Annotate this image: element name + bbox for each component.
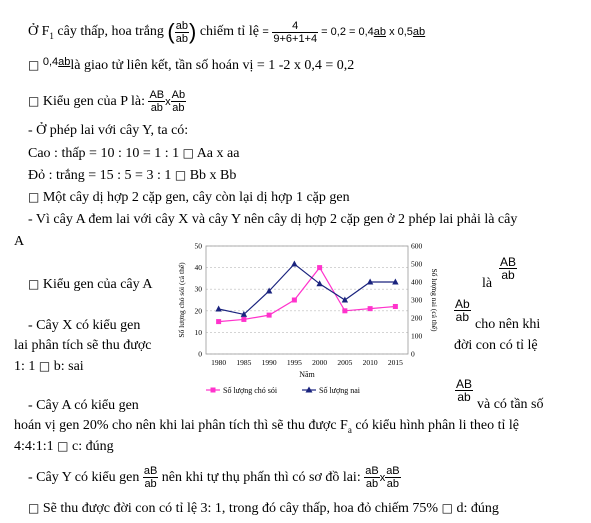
right-paren: )	[189, 19, 197, 44]
line-12: lai phân tích sẽ thu được	[14, 338, 152, 353]
arrow-box-icon: □	[174, 168, 187, 182]
line6-text: Đỏ : trắng = 15 : 5 = 3 : 1	[28, 168, 175, 183]
rhs-ab-2: ab	[412, 26, 426, 39]
arrow-box-icon: □	[28, 277, 40, 291]
line-10	[28, 276, 152, 293]
data-point-wolf	[368, 306, 373, 311]
line10-text: Kiểu gen của cây A	[39, 277, 153, 292]
line-13	[14, 358, 84, 375]
line2-text: là giao tử liên kết, tần số hoán vị = 1 -2 x 0,4 = 0,2	[70, 58, 355, 73]
data-point-wolf	[267, 313, 272, 318]
ab-fraction: $\frac{ab}{ab}$	[175, 19, 188, 45]
data-point-wolf	[317, 265, 322, 270]
line-10-la: là	[482, 276, 493, 291]
y-axis-label-left: Số lượng chó sói (cá thể)	[177, 262, 186, 338]
line17-text-b: nên khi tự thụ phấn thì có sơ đồ lai:	[158, 470, 365, 485]
x-tick-label: 1995	[286, 358, 302, 367]
line5-text: Cao : thấp = 10 : 10 = 1 : 1	[28, 146, 183, 161]
y-tick-label-right: 400	[411, 277, 423, 287]
line-5	[28, 145, 239, 162]
series-marks	[215, 261, 398, 325]
arrow-box-icon: □	[28, 501, 40, 515]
line15-text-b: có kiểu hình phân li theo tỉ lệ	[351, 418, 520, 433]
line-8: - Vì cây A đem lai với cây X và cây Y nên cây dị hợp 2 cặp gen ở 2 phép lai phải là cây	[28, 212, 518, 227]
arrow-box-icon: □	[441, 501, 453, 515]
chart-grid	[206, 246, 408, 354]
line-1	[28, 19, 425, 49]
cross-fraction-1: $\frac{aB}{ab}$	[365, 465, 379, 491]
line-2	[28, 57, 354, 74]
axis-ticks	[195, 242, 423, 368]
data-point-deer	[215, 306, 221, 312]
y-genotype-fraction: $\frac{aB}{ab}$	[143, 465, 158, 491]
x-tick-label: 1980	[211, 358, 227, 367]
cross-sign: x	[165, 96, 171, 108]
line15-text: hoán vị gen 20% cho nên khi lai phân tích thì sẽ thu được F	[14, 418, 348, 433]
y-axis-label-right: Số lượng nai (cá thể)	[430, 268, 439, 332]
data-point-deer	[342, 297, 348, 303]
genotype-fraction-2: $\frac{Ab}{ab}$	[171, 89, 186, 115]
line17-text: - Cây Y có kiểu gen	[28, 470, 143, 485]
x-tick-label: 1985	[236, 358, 252, 367]
arrow-box-icon: □	[28, 190, 40, 204]
data-point-wolf	[241, 317, 246, 322]
y-tick-label-left: 30	[194, 284, 202, 294]
line13-text: 1: 1	[14, 359, 39, 374]
cross-fraction-2: $\frac{aB}{ab}$	[386, 465, 400, 491]
line-15	[14, 418, 519, 438]
x-axis-label: Năm	[299, 370, 315, 379]
data-point-wolf	[393, 304, 398, 309]
legend-label-wolf: Số lượng chó sói	[223, 386, 278, 395]
rhs-text: = 0,2 = 0,4	[318, 26, 374, 39]
rhs-ab-1: ab	[373, 26, 387, 39]
line-6	[28, 167, 236, 184]
line-11-fraction: $\frac{Ab}{ab}$	[455, 297, 470, 324]
line-9: A	[14, 234, 25, 249]
line5-tail: Aa x aa	[193, 146, 240, 161]
line13-tail: b: sai	[50, 359, 84, 374]
line-11-tail: cho nên khi	[475, 317, 541, 332]
eq-sign: =	[262, 26, 269, 39]
left-paren: (	[167, 19, 175, 44]
line6-tail: Bb x Bb	[186, 168, 237, 183]
y-tick-label-right: 100	[411, 331, 423, 341]
y-tick-label-right: 200	[411, 313, 423, 323]
line-10-fraction: $\frac{AB}{ab}$	[500, 255, 517, 282]
line7-text: Một cây dị hợp 2 cặp gen, cây còn lại dị hợp 1 cặp gen	[39, 190, 350, 205]
arrow-box-icon: □	[182, 146, 194, 160]
line-18	[28, 500, 499, 517]
line16-text: 4:4:1:1	[14, 439, 58, 454]
line3-text: Kiểu gen của P là:	[39, 94, 149, 109]
fa-subscript: a	[347, 424, 352, 435]
f1-subscript: 1	[49, 31, 54, 42]
line-14-fraction: $\frac{AB}{ab}$	[456, 377, 473, 404]
data-point-wolf	[342, 308, 347, 313]
line1-text-c: chiếm tỉ lệ	[199, 24, 263, 40]
line16-tail: c: đúng	[68, 439, 114, 454]
arrow-box-icon: □	[38, 359, 51, 373]
gamete-ab: ab	[58, 56, 71, 68]
data-point-wolf	[292, 298, 297, 303]
x-tick-label: 2000	[312, 358, 328, 367]
arrow-box-icon: □	[57, 439, 69, 453]
y-tick-label-right: 300	[411, 295, 423, 305]
genotype-fraction-1: $\frac{AB}{ab}$	[149, 89, 165, 115]
legend-marker-wolf	[211, 388, 216, 393]
x-tick-label: 2010	[362, 358, 378, 367]
line-14-tail: và có tần số	[477, 397, 544, 412]
legend	[206, 386, 361, 395]
line-7	[28, 189, 350, 206]
y-tick-label-left: 0	[198, 349, 202, 359]
legend-label-deer: Số lượng nai	[319, 386, 361, 395]
line-3	[28, 86, 186, 117]
y-tick-label-left: 40	[194, 263, 202, 273]
line18-tail: d: đúng	[452, 501, 499, 516]
data-point-wolf	[216, 319, 221, 324]
line18-text: Sẽ thu được đời con có tỉ lệ 3: 1, trong đó cây thấp, hoa đỏ chiếm 75%	[39, 501, 442, 516]
line-17	[28, 464, 401, 492]
f1-text: Ở F	[28, 24, 50, 40]
x-tick-label: 1990	[261, 358, 277, 367]
plot-frame	[206, 246, 408, 354]
line-12-tail: đời con có tỉ lệ	[454, 338, 538, 353]
rhs-text-b: x 0,5	[386, 26, 413, 39]
y-tick-label-right: 0	[411, 349, 415, 359]
y-tick-label-left: 50	[194, 241, 202, 251]
y-tick-label-right: 500	[411, 259, 423, 269]
ratio-fraction: $\frac{4}{9+6+1+4}$	[273, 19, 318, 45]
line-11: - Cây X có kiểu gen	[28, 318, 141, 333]
arrow-box-icon: □	[28, 94, 40, 108]
y-tick-label-left: 20	[194, 306, 202, 316]
population-line-chart	[170, 240, 440, 402]
gamete-value: 0,4	[42, 56, 59, 68]
data-point-deer	[316, 280, 322, 286]
x-tick-label: 2015	[387, 358, 403, 367]
cross-sign: x	[379, 472, 386, 484]
line-4: - Ở phép lai với cây Y, ta có:	[28, 123, 189, 138]
line1-text: cây thấp, hoa trắng	[53, 24, 168, 40]
y-tick-label-left: 10	[194, 327, 202, 337]
arrow-box-icon: □	[28, 58, 40, 72]
x-tick-label: 2005	[337, 358, 353, 367]
line-14: - Cây A có kiểu gen	[28, 398, 139, 413]
line-16	[14, 438, 114, 455]
y-tick-label-right: 600	[411, 241, 423, 251]
data-point-deer	[291, 261, 297, 267]
